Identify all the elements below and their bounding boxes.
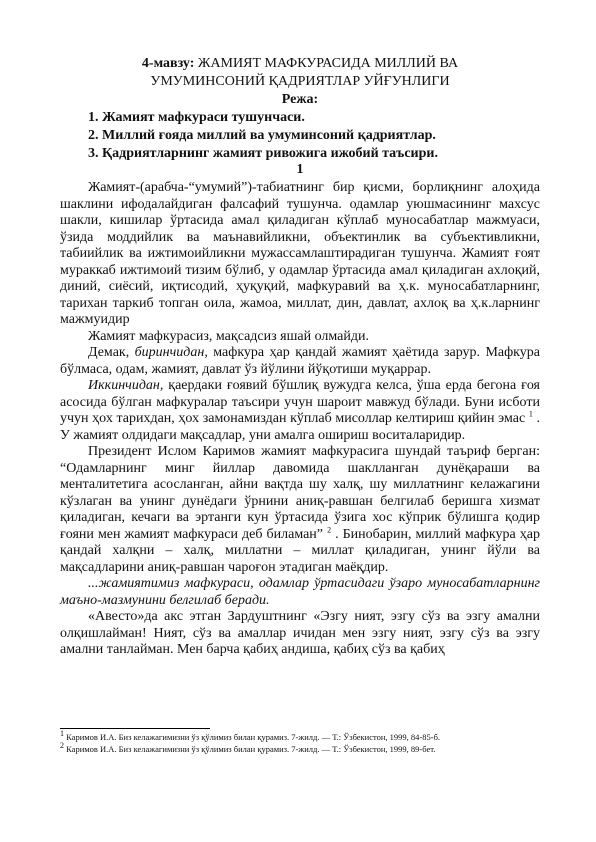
footnote-ref-1[interactable]: 1 <box>528 409 533 419</box>
paragraph-3-post: мафкура ҳар қандай жамият ҳаётида зарур. Мафкура бўлмаса, одам, жамият, давлат ўз йўлини йўқотиши муқаррар. <box>60 345 540 377</box>
footnote-ref-2[interactable]: 2 <box>327 524 332 534</box>
paragraph-5 <box>60 444 540 576</box>
topic-label: 4-мавзу: <box>141 56 195 71</box>
footnote-2-mark: 2 <box>60 741 64 751</box>
paragraph-6 <box>60 576 540 609</box>
footnote-1-mark: 1 <box>60 729 64 739</box>
plan-heading: Режа: <box>281 92 319 107</box>
topic-title-line1 <box>60 55 540 72</box>
paragraph-4 <box>60 378 540 444</box>
paragraph-6-italic: ...жамиятимиз мафкураси, одамлар ўртасидаги ўзаро муносабатларнинг маъно-мазмунини белгилаб беради. <box>60 576 540 608</box>
section-number: 1 <box>296 162 304 177</box>
footnote-1 <box>60 729 540 743</box>
footnote-1-text: Каримов И.А. Биз келажагимизни ўз қўлимиз билан қурамиз. 7-жилд. — Т.: Ўзбекистон, 1999, 84-85-б. <box>66 732 441 742</box>
paragraph-1: Жамият-(арабча-“умумий”)-табиатнинг бир қисми, борлиқнинг алоҳида шаклини ифодалайдиган фалсафий тушунча. одамлар уюшмасининг махсус шакли, кишилар ўртасида амал қиладиган кўплаб муносабатлар мажмуаси, ўзида моддийлик ва маънавийликни, объектинлик ва субъективликни, табиийлик ва ижтимоийликни мужассамлаштирадиган тушунча. Жамият ғоят мураккаб ижтимоий тизим бўлиб, у одамлар ўртасида амал қиладиган ахлоқий, диний, сиёсий, иқтисодий, ҳуқуқий, мафкуравий ва ҳ.к. муносабатларнинг, тарихан таркиб топган оила, жамоа, миллат, дин, давлат, ахлоқ ва ҳ.к.ларнинг мажмуидир <box>60 180 540 327</box>
paragraph-4-end: . У жамият олдидаги мақсадлар, уни амалга ошириш воситаларидир. <box>60 411 541 443</box>
plan-item-2: 2. Миллий ғояда миллий ва умуминсоний қадриятлар. <box>88 128 436 143</box>
footnote-2-text: Каримов И.А. Биз келажагимизни ўз қўлимиз билан қурамиз. 7-жилд. — Т.: Ўзбекистон, 1999, 89-бет. <box>66 744 436 754</box>
paragraph-5-text: Президент Ислом Каримов жамият мафкурасига шундай таъриф берган: “Одамларнинг минг йиллар давомида шаклланган дунёқараши ва менталитетига асосланган, айни вақтда шу халқ, шу миллатнинг келажагини кўзлаган ва унинг дунёдаги ўрнини аниқ-равшан белгилаб беришга хизмат қиладиган, кечаги ва эртанги кун ўртасида ўзига хос кўприк бўлишга қодир ғояни мен жамият мафкураси деб биламан” <box>60 444 540 542</box>
paragraph-4-italic: Иккинчидан, <box>88 378 164 393</box>
paragraph-2: Жамият мафкурасиз, мақсадсиз яшай олмайди. <box>88 328 369 344</box>
paragraph-3-pre: Демак, <box>88 345 135 360</box>
footnote-divider <box>60 728 210 729</box>
main-text <box>60 180 540 659</box>
footnote-2 <box>60 741 540 755</box>
paragraph-3-italic: биринчидан, <box>134 345 208 360</box>
topic-title-text1: ЖАМИЯТ МАФКУРАСИДА МИЛЛИЙ ВА <box>197 56 459 71</box>
topic-title-line2: УМУМИНСОНИЙ ҚАДРИЯТЛАР УЙҒУНЛИГИ <box>150 74 450 89</box>
paragraph-3 <box>60 345 540 378</box>
paragraph-5-end: . Бинобарин, миллий мафкура ҳар қандай халқни – халқ, миллатни – миллат қиладиган, унинг йўли ва мақсадларини аниқ-равшан чароғон этадиган маёқдир. <box>60 526 541 575</box>
paragraph-4-post: қаердаки ғоявий бўшлиқ вужудга келса, ўша ерда бегона ғоя асосида бўлган мафкуралар таъсири учун шароит мавжуд бўлади. Буни исботи учун ҳох тарихдан, ҳох замонамиздан кўплаб мисоллар келтириш қийин эмас <box>60 378 540 426</box>
paragraph-7: «Авесто»да акс этган Зардуштнинг «Эзгу ният, эзгу сўз ва эзгу амални олқишлайман! Ният, сўз ва амаллар ичидан мен эзгу ният, эзгу сўз ва эзгу амални танлайман. Мен барча қабиҳ андиша, қабиҳ сўз ва қабиҳ <box>60 609 540 657</box>
plan-item-1: 1. Жамият мафкураси тушунчаси. <box>88 110 305 125</box>
plan-item-3: 3. Қадриятларнинг жамият ривожига ижобий таъсири. <box>88 146 438 161</box>
